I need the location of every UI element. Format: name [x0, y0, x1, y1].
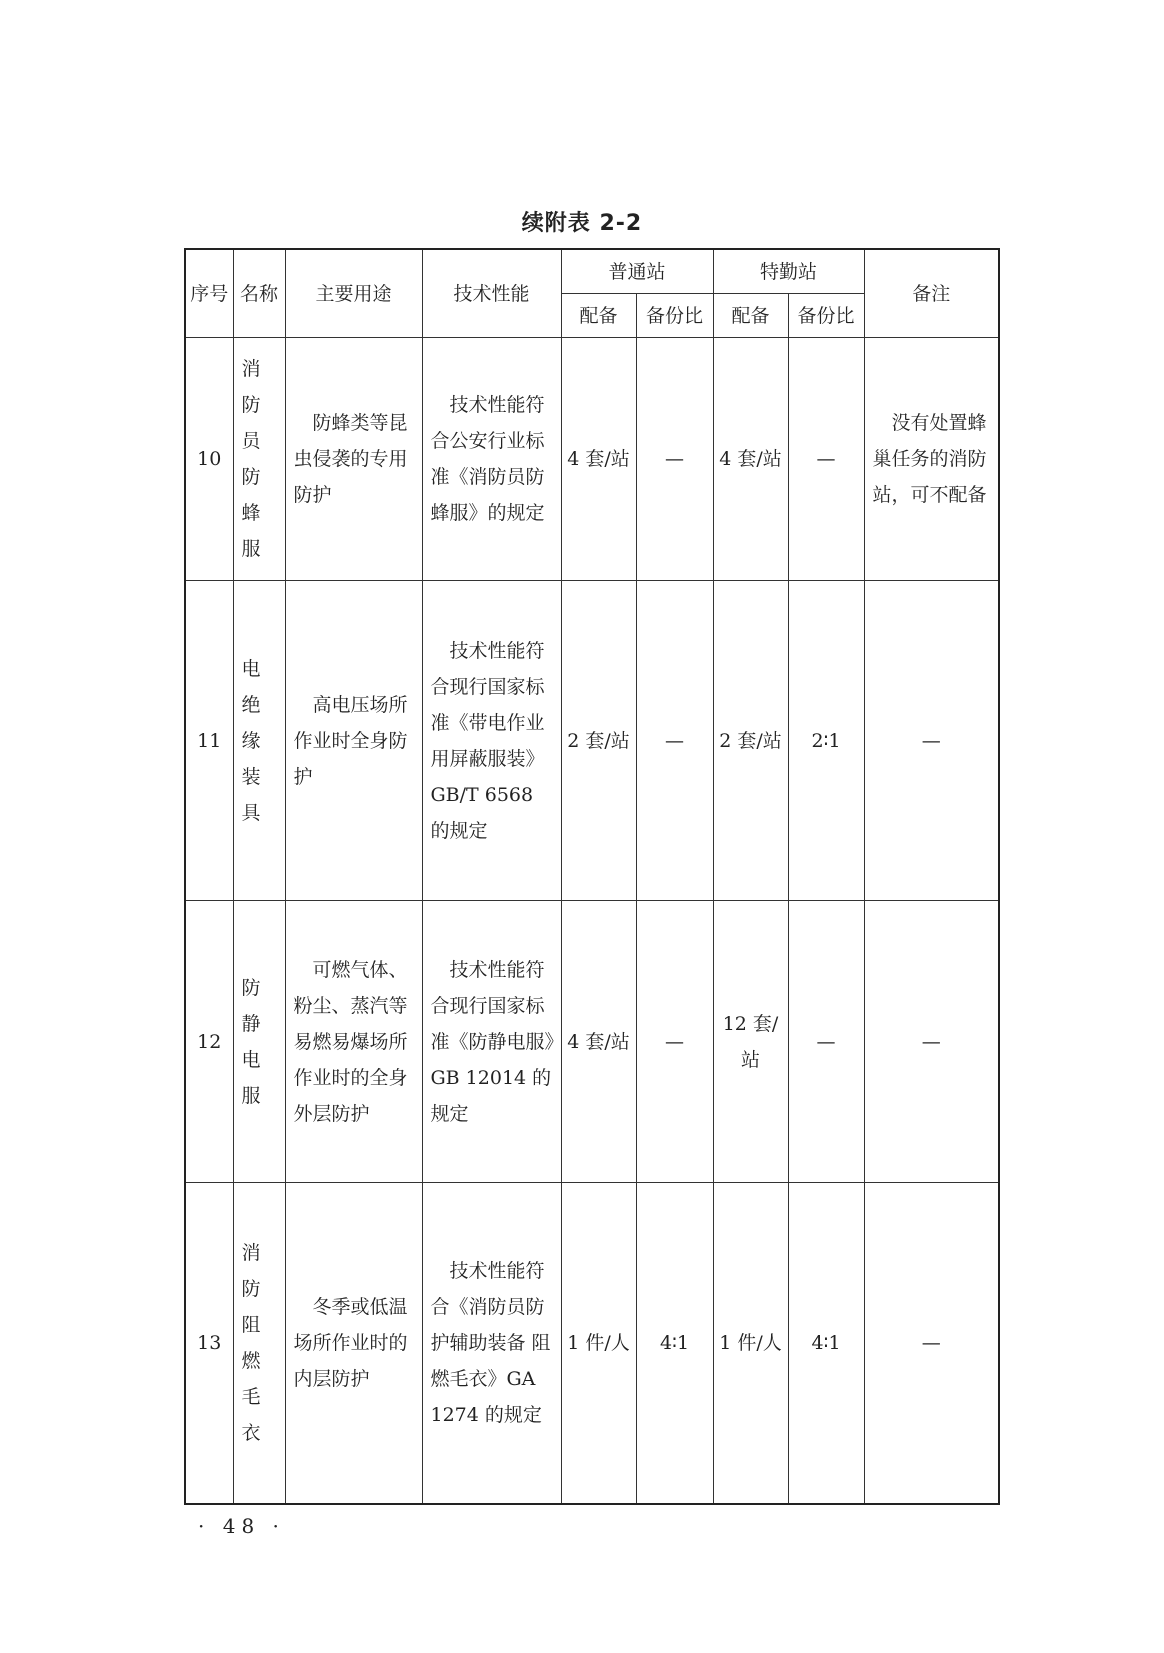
cell-special-equip: 4 套/站: [713, 338, 788, 581]
cell-special-backup: —: [788, 338, 864, 581]
cell-normal-equip: 1 件/人: [561, 1183, 636, 1505]
cell-purpose: [285, 1183, 422, 1505]
header-special-backup: 备份比: [788, 294, 864, 338]
cell-spec-text: 技术性能符合公安行业标准《消防员防蜂服》的规定: [430, 394, 545, 524]
cell-name: 防静电服: [233, 901, 285, 1183]
header-normal-backup: 备份比: [636, 294, 713, 338]
cell-remark: —: [864, 581, 999, 901]
header-name: 名称: [233, 249, 285, 338]
cell-spec: [422, 581, 561, 901]
cell-spec: [422, 901, 561, 1183]
header-special-equip: 配备: [713, 294, 788, 338]
cell-special-backup: 4∶1: [788, 1183, 864, 1505]
cell-spec: [422, 338, 561, 581]
cell-special-backup: 2∶1: [788, 581, 864, 901]
header-seq: 序号: [185, 249, 233, 338]
cell-normal-equip: 4 套/站: [561, 338, 636, 581]
cell-seq: 10: [185, 338, 233, 581]
cell-purpose: [285, 338, 422, 581]
cell-spec-text: 技术性能符合《消防员防护辅助装备 阻燃毛衣》GA 1274 的规定: [430, 1260, 551, 1426]
header-remark: 备注: [864, 249, 999, 338]
cell-normal-backup: —: [636, 901, 713, 1183]
cell-spec: [422, 1183, 561, 1505]
cell-purpose-text: 可燃气体、粉尘、蒸汽等易燃易爆场所作业时的全身外层防护: [293, 958, 408, 1125]
table-title: 续附表 2-2: [521, 211, 643, 236]
header-special-station: 特勤站: [713, 249, 864, 294]
page-number: · 48 ·: [198, 1514, 285, 1538]
cell-remark-text: 没有处置蜂巢任务的消防站，可不配备: [872, 412, 987, 506]
header-row-1: [185, 249, 999, 294]
table-row: [185, 581, 999, 901]
cell-remark: —: [864, 1183, 999, 1505]
cell-special-backup: —: [788, 901, 864, 1183]
cell-spec-text: 技术性能符合现行国家标准《防静电服》GB 12014 的规定: [430, 958, 555, 1125]
header-normal-equip: 配备: [561, 294, 636, 338]
cell-special-equip: 1 件/人: [713, 1183, 788, 1505]
table-row: [185, 1183, 999, 1505]
cell-normal-equip: 4 套/站: [561, 901, 636, 1183]
cell-seq: 12: [185, 901, 233, 1183]
cell-purpose: [285, 581, 422, 901]
cell-name: 消防阻燃毛衣: [233, 1183, 285, 1505]
equipment-table: [184, 248, 1000, 1505]
cell-remark: —: [864, 901, 999, 1183]
cell-seq: 13: [185, 1183, 233, 1505]
cell-purpose-text: 冬季或低温场所作业时的内层防护: [293, 1296, 408, 1390]
cell-seq: 11: [185, 581, 233, 901]
header-normal-station: 普通站: [561, 249, 713, 294]
cell-normal-backup: —: [636, 338, 713, 581]
table-row: [185, 338, 999, 581]
cell-spec-text: 技术性能符合现行国家标准《带电作业用屏蔽服装》GB/T 6568 的规定: [430, 639, 545, 842]
cell-special-equip: 2 套/站: [713, 581, 788, 901]
header-spec: 技术性能: [422, 249, 561, 338]
cell-name: 消防员防蜂服: [233, 338, 285, 581]
cell-purpose-text: 防蜂类等昆虫侵袭的专用防护: [293, 412, 408, 506]
cell-normal-backup: 4∶1: [636, 1183, 713, 1505]
cell-normal-backup: —: [636, 581, 713, 901]
cell-name: 电绝缘装具: [233, 581, 285, 901]
header-purpose: 主要用途: [285, 249, 422, 338]
cell-special-equip: 12 套/站: [713, 901, 788, 1183]
cell-normal-equip: 2 套/站: [561, 581, 636, 901]
cell-purpose: [285, 901, 422, 1183]
cell-purpose-text: 高电压场所作业时全身防护: [293, 693, 408, 788]
table-row: [185, 901, 999, 1183]
cell-remark: [864, 338, 999, 581]
